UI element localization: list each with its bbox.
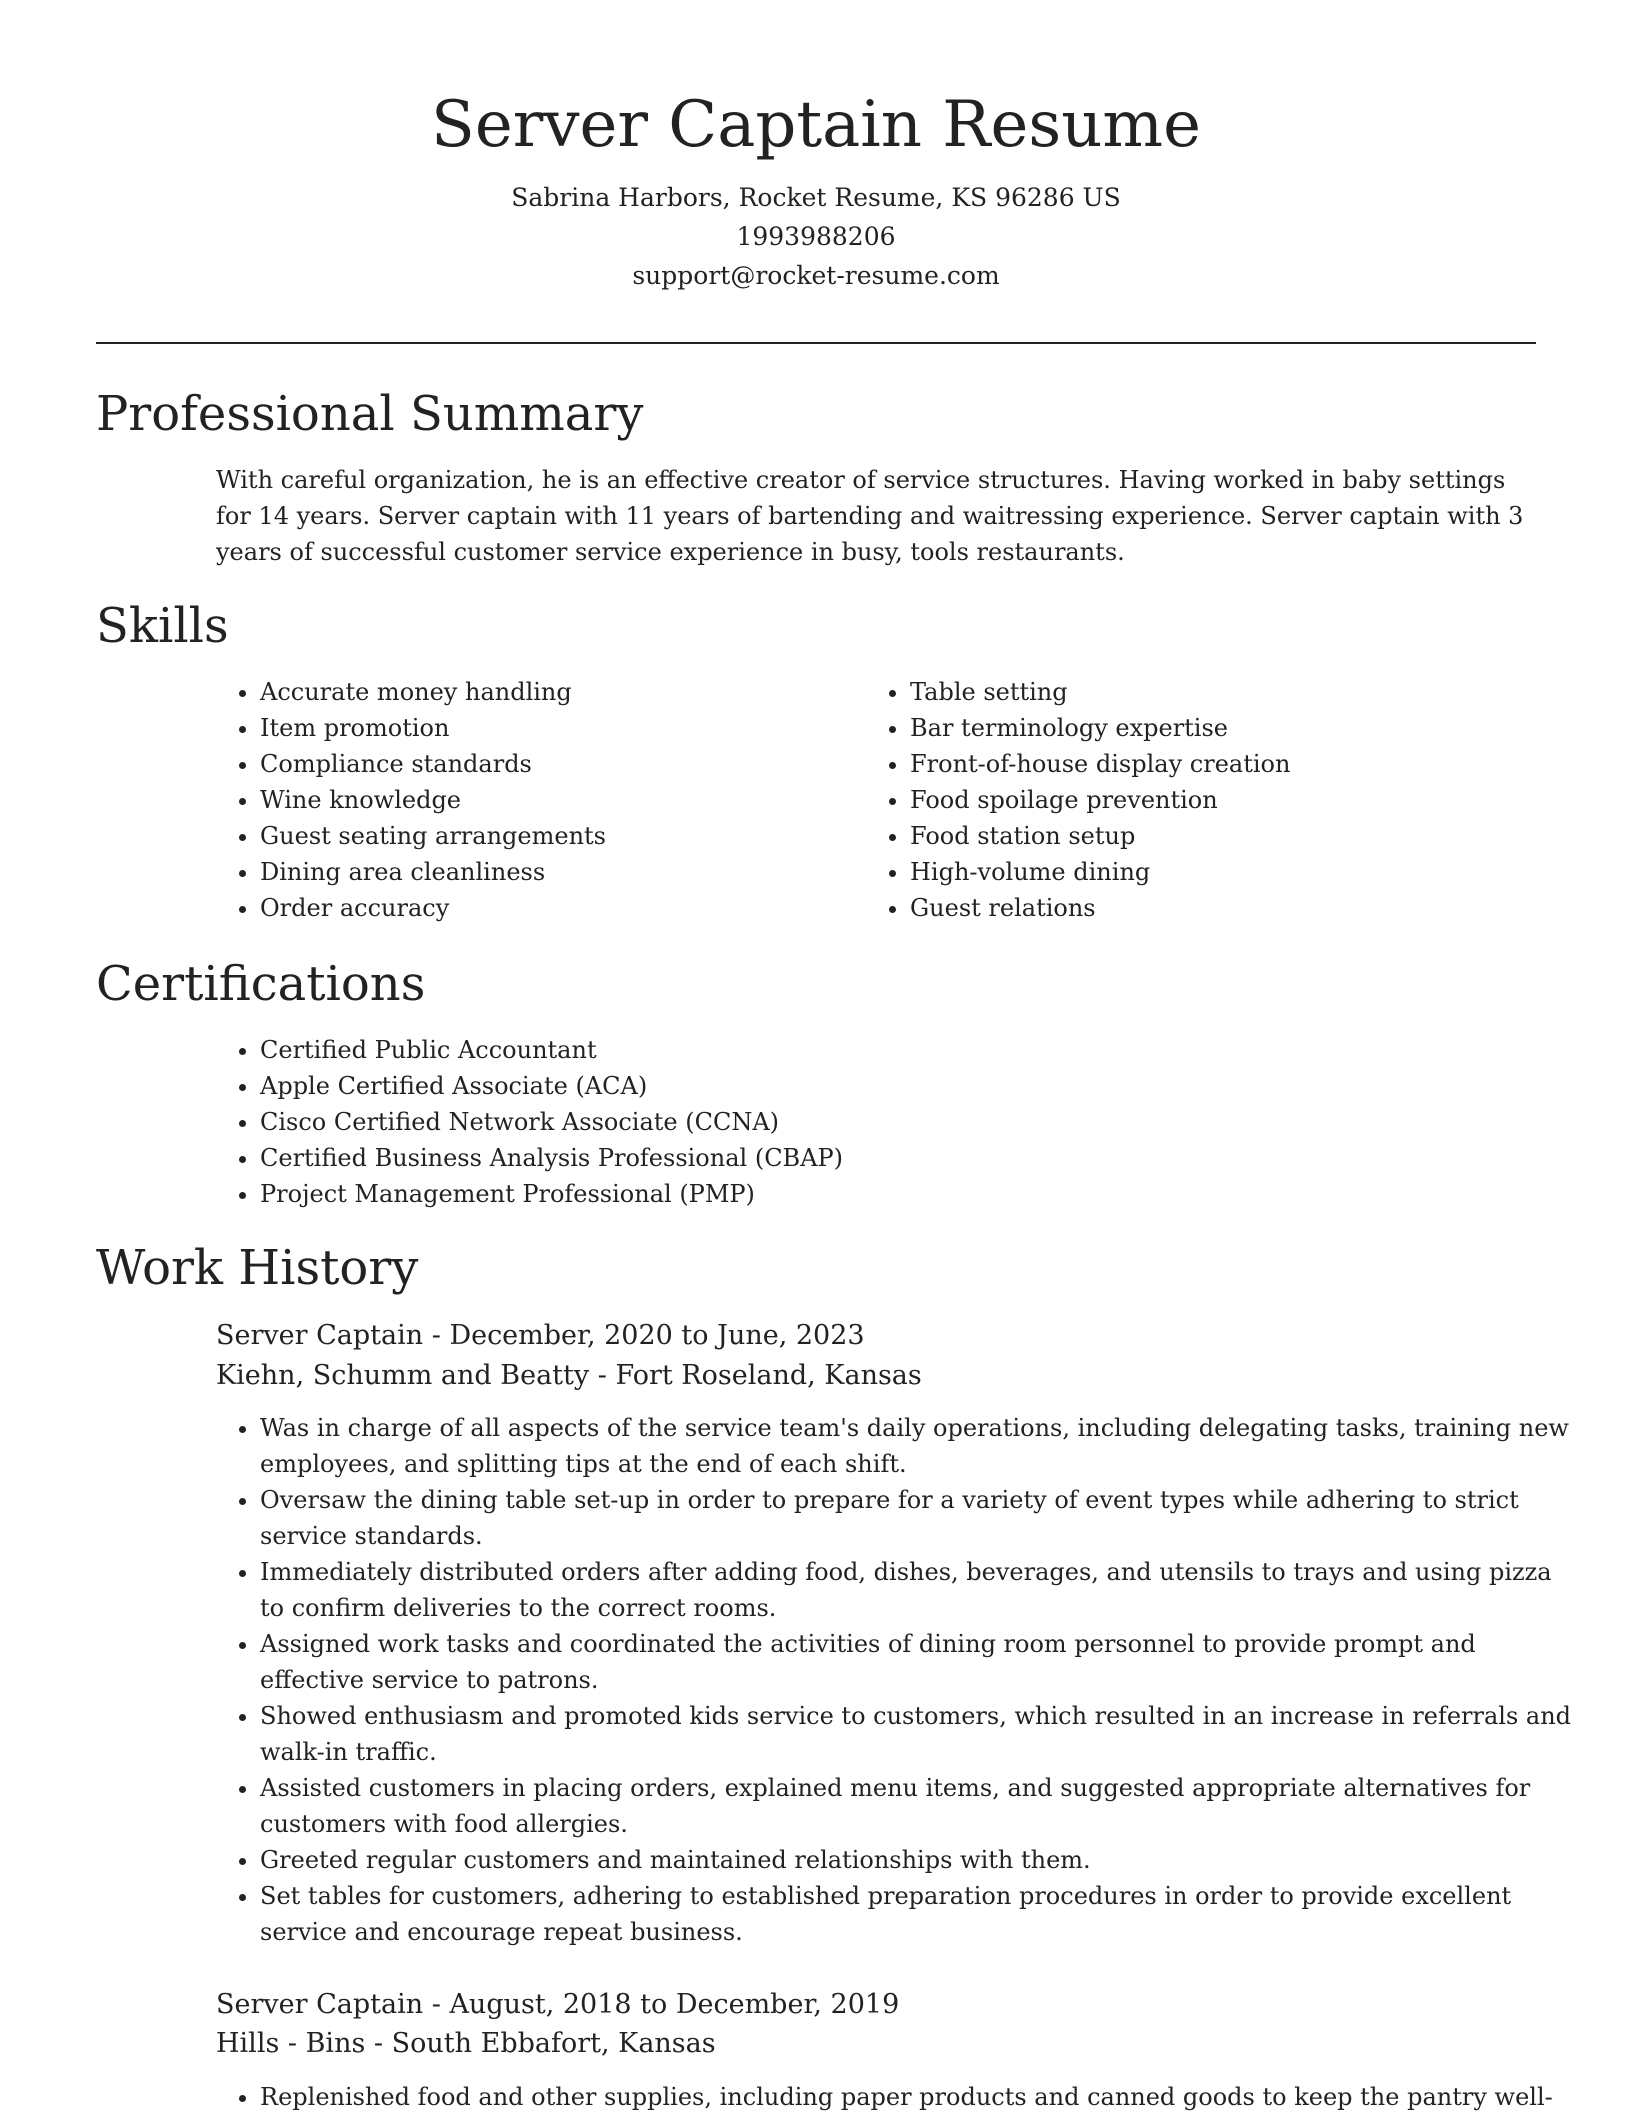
job-company: Hills - Bins: [216, 2028, 366, 2059]
job-bullet: • Showed enthusiasm and promoted kids service to customers, which resulted in an increase in referrals and walk-in traffic.: [260, 1698, 1582, 1770]
skill-item: • Guest seating arrangements: [260, 818, 820, 854]
skill-item: • Item promotion: [260, 710, 820, 746]
skill-item: • Order accuracy: [260, 890, 820, 926]
skill-item: • Food spoilage prevention: [910, 782, 1570, 818]
job-company-line: [216, 1356, 922, 1396]
skill-item: • Front-of-house display creation: [910, 746, 1570, 782]
certification-item: • Cisco Certified Network Associate (CCNA): [260, 1104, 1360, 1140]
job-separator: -: [373, 2028, 392, 2059]
skills-list-right: [866, 674, 1570, 926]
contact-address: Sabrina Harbors, Rocket Resume, KS 96286 US: [511, 183, 1121, 212]
job-company-line: [216, 2024, 716, 2064]
header-divider: [96, 342, 1536, 344]
job-dates: August, 2018 to December, 2019: [449, 1989, 900, 2020]
job-title-line: [216, 1985, 899, 2025]
job-bullet: • Oversaw the dining table set-up in order to prepare for a variety of event types while adhering to strict service standards.: [260, 1482, 1582, 1554]
skills-list-left: [216, 674, 820, 926]
skill-item: • Table setting: [910, 674, 1570, 710]
contact-phone: 1993988206: [736, 222, 896, 251]
job-bullet: • Assisted customers in placing orders, explained menu items, and suggested appropriate alternatives for customers with food allergies.: [260, 1770, 1582, 1842]
certification-item: • Project Management Professional (PMP): [260, 1176, 1360, 1212]
skill-item: • Wine knowledge: [260, 782, 820, 818]
skill-item: • Guest relations: [910, 890, 1570, 926]
job-bullet: • Greeted regular customers and maintained relationships with them.: [260, 1842, 1582, 1878]
job-company: Kiehn, Schumm and Beatty: [216, 1360, 590, 1391]
job-bullet: • Assigned work tasks and coordinated the activities of dining room personnel to provide prompt and effective service to patrons.: [260, 1626, 1582, 1698]
job-separator: -: [431, 1989, 450, 2020]
job-separator: -: [431, 1320, 450, 1351]
resume-header: [0, 80, 1632, 295]
job-location: Fort Roseland, Kansas: [615, 1360, 922, 1391]
certification-item: • Certified Public Accountant: [260, 1032, 1360, 1068]
job-bullets: [216, 2079, 1582, 2112]
certifications-heading: Certifications: [96, 956, 426, 1012]
skill-item: • Compliance standards: [260, 746, 820, 782]
contact-email: support@rocket-resume.com: [632, 261, 1000, 290]
job-separator: -: [597, 1360, 616, 1391]
job-role: Server Captain: [216, 1989, 424, 2020]
page-title: Server Captain Resume: [431, 88, 1201, 162]
skill-item: • Bar terminology expertise: [910, 710, 1570, 746]
job-role: Server Captain: [216, 1320, 424, 1351]
work-history-heading: Work History: [96, 1240, 419, 1296]
job-bullet: • Set tables for customers, adhering to established preparation procedures in order to provide excellent service and encourage repeat business.: [260, 1878, 1582, 1950]
job-dates: December, 2020 to June, 2023: [449, 1320, 865, 1351]
certifications-list: [216, 1032, 1360, 1212]
certification-item: • Apple Certified Associate (ACA): [260, 1068, 1360, 1104]
skill-item: • High-volume dining: [910, 854, 1570, 890]
skill-item: • Dining area cleanliness: [260, 854, 820, 890]
summary-heading: Professional Summary: [96, 386, 644, 442]
skill-item: • Food station setup: [910, 818, 1570, 854]
job-title-line: [216, 1316, 865, 1356]
job-bullet: • Was in charge of all aspects of the service team's daily operations, including delegating tasks, training new employees, and splitting tips at the end of each shift.: [260, 1410, 1582, 1482]
job-bullet: • Immediately distributed orders after adding food, dishes, beverages, and utensils to trays and using pizza to confirm deliveries to the correct rooms.: [260, 1554, 1582, 1626]
summary-text: With careful organization, he is an effective creator of service structures. Having worked in baby settings for 14 years. Server captain with 11 years of bartending and waitressing experience. Server captain with 3 years of successful customer service experience in busy, tools restaurants.: [216, 466, 1524, 566]
job-bullet: • Replenished food and other supplies, including paper products and canned goods to keep the pantry well-: [260, 2079, 1582, 2112]
certification-item: • Certified Business Analysis Professional (CBAP): [260, 1140, 1360, 1176]
skills-heading: Skills: [96, 598, 229, 654]
skill-item: • Accurate money handling: [260, 674, 820, 710]
job-location: South Ebbafort, Kansas: [391, 2028, 716, 2059]
job-bullets: [216, 1410, 1582, 1950]
